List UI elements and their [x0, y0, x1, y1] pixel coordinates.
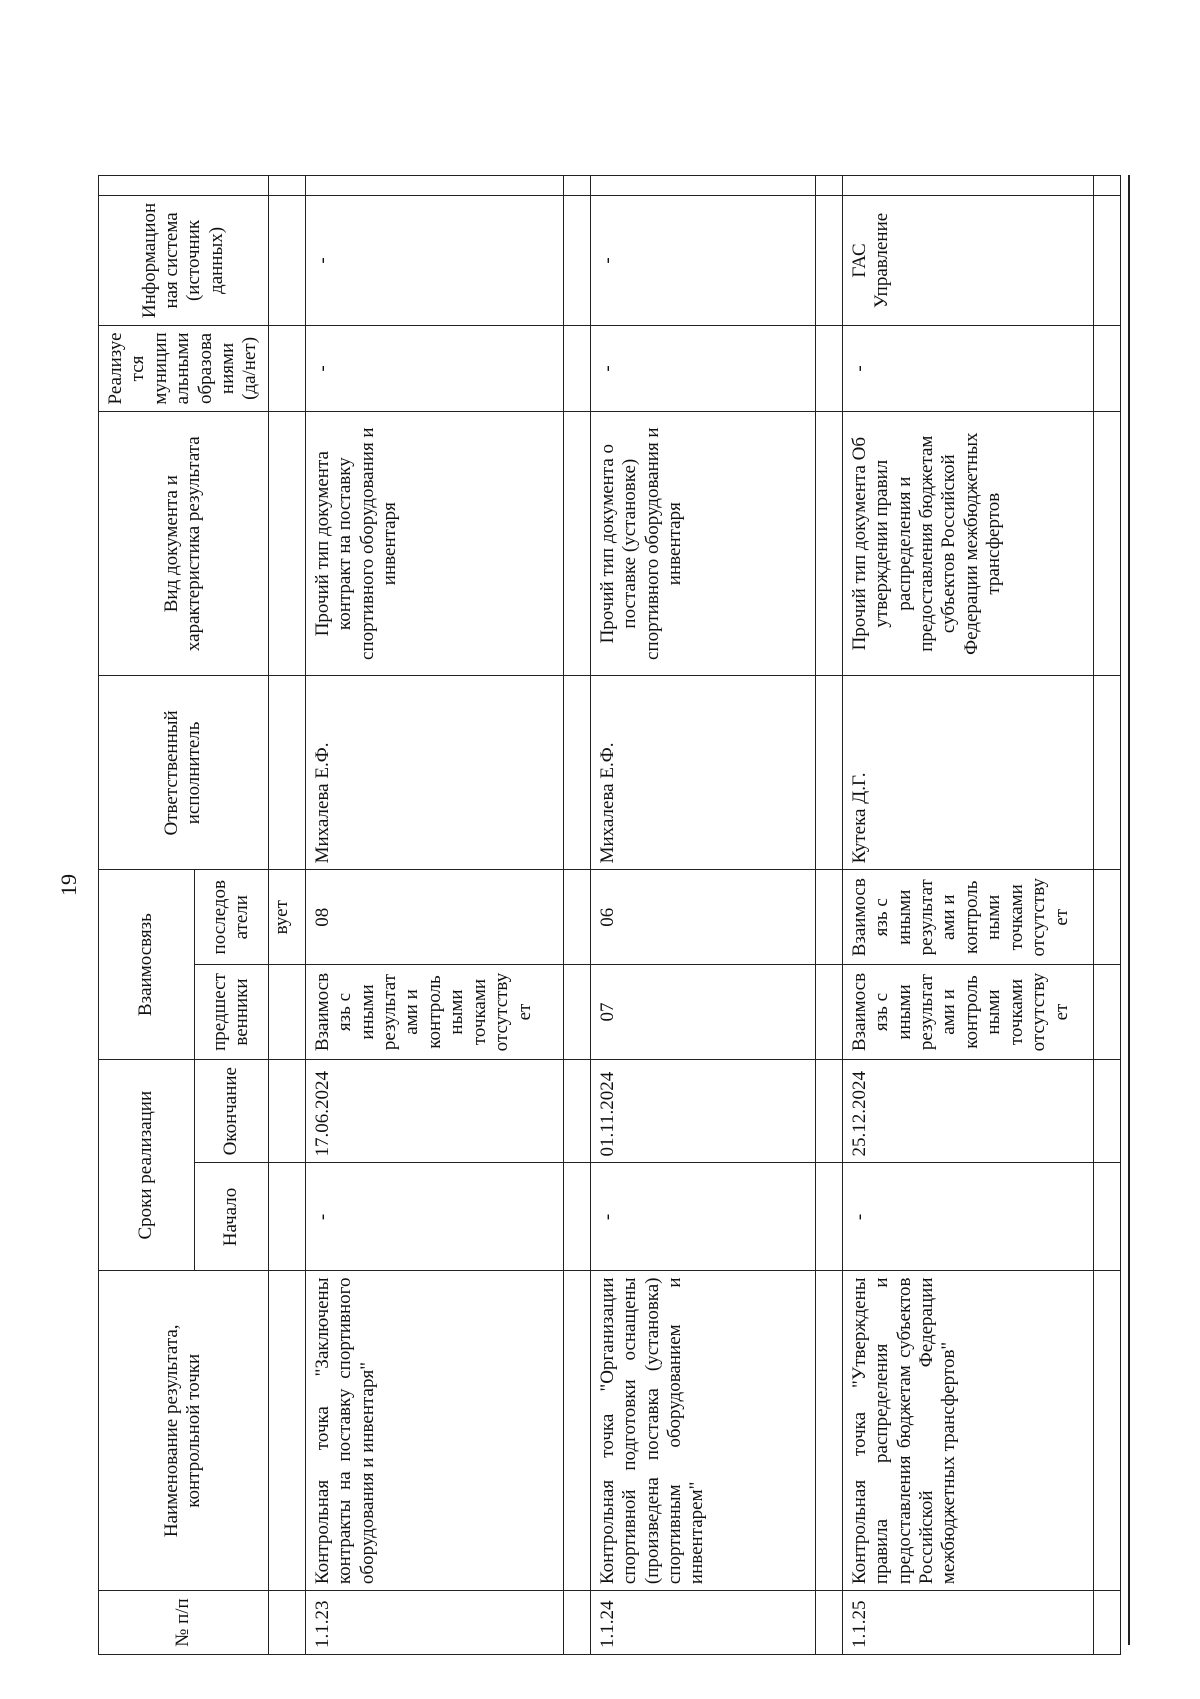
row-doc-type: Прочий тип документа контракт на поставку спортивного оборудования и инвентаря [305, 411, 563, 676]
separator-row [815, 176, 842, 1655]
row-doc-type: Прочий тип документа Об утверждении правил распределения и предоставления бюджетам субъектов Российской Федерации межбюджетных трансфертов [842, 411, 1093, 676]
carry-over-successors: вует [268, 870, 305, 965]
header-predecessors: предшественники [194, 965, 268, 1060]
header-start: Начало [194, 1163, 268, 1271]
row-municipal: - [305, 325, 563, 411]
row-municipal: - [842, 325, 1093, 411]
row-info-system: ГАС Управление [842, 195, 1093, 325]
header-terms: Сроки реализации [99, 1059, 195, 1271]
row-name: Контрольная точка "Организации спортивной подготовки оснащены (произведена поставка (установка) спортивным оборудованием и инвентарем" [590, 1271, 815, 1591]
row-start: - [305, 1163, 563, 1271]
row-end: 17.06.2024 [305, 1059, 563, 1163]
row-num: 1.1.23 [305, 1591, 563, 1655]
row-name: Контрольная точка "Утверждены правила распределения и предоставления бюджетам субъектов Российской Федерации межбюджетных трансфертов" [842, 1271, 1093, 1591]
row-predecessors: Взаимосвязь с иными результатами и контрольными точками отсутствует [842, 965, 1093, 1060]
row-info-system: - [590, 195, 815, 325]
row-responsible: Кутека Д.Г. [842, 676, 1093, 870]
control-points-table [98, 175, 1121, 1655]
row-doc-type: Прочий тип документа о поставке (установке) спортивного оборудования и инвентаря [590, 411, 815, 676]
row-successors: 08 [305, 870, 563, 965]
header-successors: последователи [194, 870, 268, 965]
header-row-1 [99, 176, 195, 1655]
carry-over-row [268, 176, 305, 1655]
row-num: 1.1.24 [590, 1591, 815, 1655]
row-start: - [590, 1163, 815, 1271]
header-info-system: Информационная система (источник данных) [99, 195, 269, 325]
header-end: Окончание [194, 1059, 268, 1163]
row-info-system: - [305, 195, 563, 325]
row-predecessors: Взаимосвязь с иными результатами и контрольными точками отсутствует [305, 965, 563, 1060]
header-responsible: Ответственный исполнитель [99, 676, 269, 870]
row-successors: Взаимосвязь с иными результатами и контрольными точками отсутствует [842, 870, 1093, 965]
row-name: Контрольная точка "Заключены контракты на поставку спортивного оборудования и инвентаря" [305, 1271, 563, 1591]
row-end: 01.11.2024 [590, 1059, 815, 1163]
page-number: 19 [56, 874, 81, 896]
table-row [590, 176, 815, 1655]
page-edge-line [1128, 175, 1130, 1645]
header-name: Наименование результата, контрольной точки [99, 1271, 269, 1591]
row-num: 1.1.25 [842, 1591, 1093, 1655]
row-end: 25.12.2024 [842, 1059, 1093, 1163]
row-successors: 06 [590, 870, 815, 965]
header-municipal: Реализуется муниципальными образованиями (да/нет) [99, 325, 269, 411]
header-spare [99, 176, 269, 196]
header-relation: Взаимосвязь [99, 870, 195, 1060]
separator-row [563, 176, 590, 1655]
document-page [28, 85, 1152, 1685]
row-municipal: - [590, 325, 815, 411]
header-num: № п/п [99, 1591, 269, 1655]
separator-row [1093, 176, 1120, 1655]
table-row [305, 176, 563, 1655]
header-doc-type: Вид документа и характеристика результата [99, 411, 269, 676]
row-start: - [842, 1163, 1093, 1271]
table-row [842, 176, 1093, 1655]
row-responsible: Михалева Е.Ф. [305, 676, 563, 870]
row-responsible: Михалева Е.Ф. [590, 676, 815, 870]
row-predecessors: 07 [590, 965, 815, 1060]
